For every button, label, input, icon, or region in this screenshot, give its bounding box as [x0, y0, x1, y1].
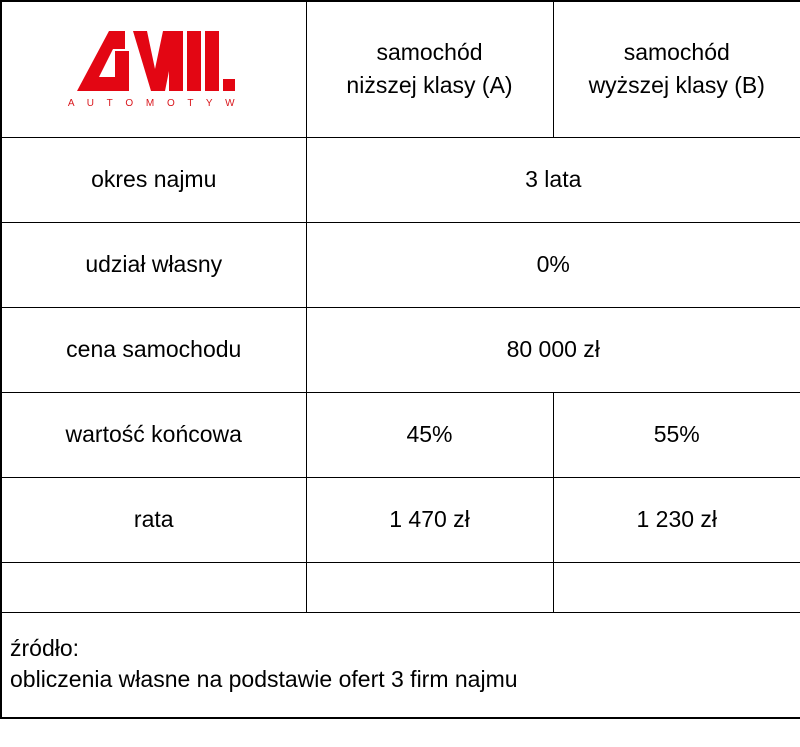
column-header-a-line2: niższej klasy (A): [346, 72, 513, 99]
table-row: [1, 392, 800, 477]
blank-cell-label: [1, 562, 306, 612]
table-row: [1, 307, 800, 392]
row-label-cena-samochodu: cena samochodu: [1, 307, 306, 392]
row-value-wartosc-koncowa-b: 55%: [553, 392, 800, 477]
blank-cell-a: [306, 562, 553, 612]
table-row: [1, 222, 800, 307]
row-value-okres-najmu: 3 lata: [306, 137, 800, 222]
row-label-rata: rata: [1, 477, 306, 562]
row-value-wartosc-koncowa-a: 45%: [306, 392, 553, 477]
column-header-b-line2: wyższej klasy (B): [588, 72, 765, 99]
aw-logo-icon: [69, 29, 239, 93]
table-row: [1, 137, 800, 222]
table-source-row: [1, 612, 800, 718]
table-row-blank: [1, 562, 800, 612]
row-label-wartosc-koncowa: wartość końcowa: [1, 392, 306, 477]
column-header-b-line1: samochód: [623, 38, 730, 65]
logo-subtitle: A U T O M O T Y W: [67, 97, 240, 109]
table-row: [1, 477, 800, 562]
brand-logo: [10, 8, 298, 131]
column-header-a-line1: samochód: [376, 38, 483, 65]
column-header-a: [306, 1, 553, 137]
row-value-rata-a: 1 470 zł: [306, 477, 553, 562]
logo-cell: [1, 1, 306, 137]
column-header-b: [553, 1, 800, 137]
table-header-row: [1, 1, 800, 137]
row-label-udzial-wlasny: udział własny: [1, 222, 306, 307]
source-note: [1, 612, 800, 718]
row-value-cena-samochodu: 80 000 zł: [306, 307, 800, 392]
source-text: obliczenia własne na podstawie ofert 3 firm najmu: [10, 665, 518, 692]
row-value-rata-b: 1 230 zł: [553, 477, 800, 562]
source-label: źródło:: [10, 634, 80, 661]
blank-cell-b: [553, 562, 800, 612]
row-label-okres-najmu: okres najmu: [1, 137, 306, 222]
row-value-udzial-wlasny: 0%: [306, 222, 800, 307]
